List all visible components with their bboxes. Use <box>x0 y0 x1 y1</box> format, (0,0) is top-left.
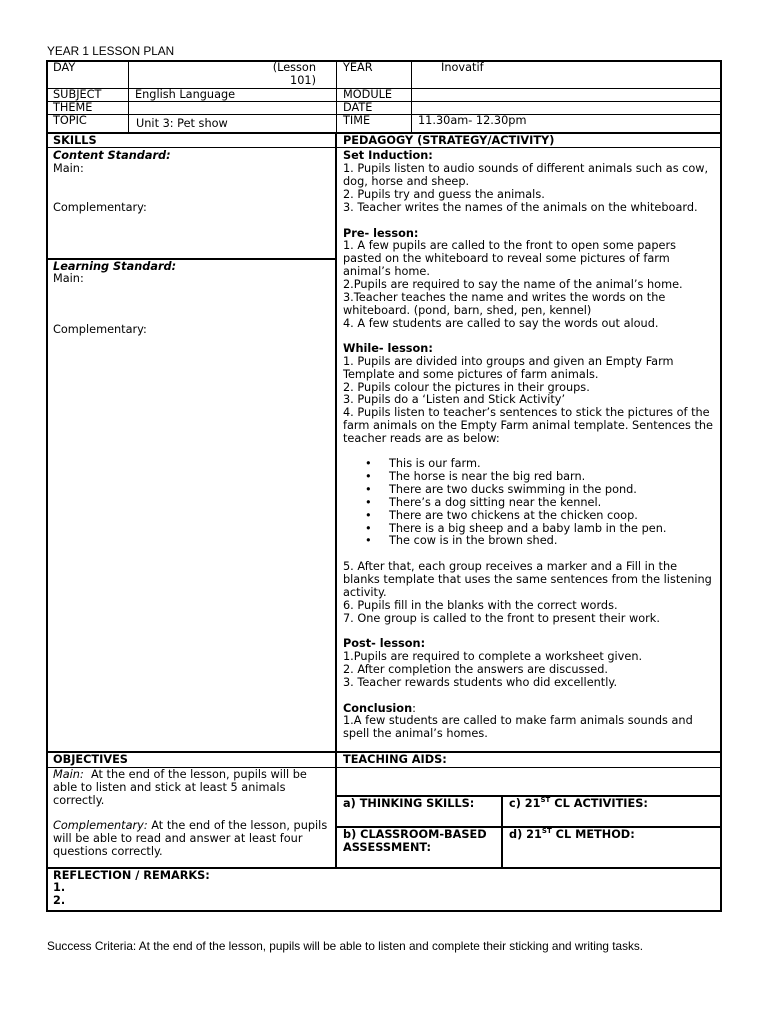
pre-lesson-line: 3.Teacher teaches the name and writes the words on the whiteboard. (pond, barn, shed, pen, kennel) <box>343 291 666 317</box>
objectives-comp-label: Complementary: <box>53 819 148 832</box>
conclusion-line: 1.A few students are called to make farm animals sounds and spell the animal’s homes. <box>343 714 693 741</box>
while-lesson-line: 6. Pupils fill in the blanks with the correct words. <box>343 599 618 613</box>
classroom-assessment-label: b) CLASSROOM-BASED ASSESSMENT: <box>343 828 487 854</box>
learning-standard-label: Learning Standard: <box>53 260 177 273</box>
objectives-main-text: At the end of the lesson, pupils will be able to listen and stick at least 5 animals correctly. <box>53 768 307 807</box>
subject-value: English Language <box>135 88 236 101</box>
pre-lesson-line: 2.Pupils are required to say the name of the animal’s home. <box>343 278 683 292</box>
list-item: • There are two chickens at the chicken coop. <box>343 510 715 523</box>
objectives-main <box>53 769 331 808</box>
conclusion-title: Conclusion <box>343 701 413 715</box>
objectives-complementary <box>53 820 331 859</box>
objectives-main-label: Main: <box>53 768 84 781</box>
reflection-heading: REFLECTION / REMARKS: <box>53 869 210 882</box>
list-item: • The cow is in the brown shed. <box>343 535 715 548</box>
set-induction-title: Set Induction: <box>343 149 433 162</box>
learning-standard-main: Main: <box>53 272 84 285</box>
while-lesson-line: 5. After that, each group receives a marker and a Fill in the blanks template that uses the same sentences from the listening activity. <box>343 560 712 600</box>
pedagogy-heading: PEDAGOGY (STRATEGY/ACTIVITY) <box>343 134 555 147</box>
content-standard-main: Main: <box>53 162 84 175</box>
learning-standard-complementary: Complementary: <box>53 323 147 336</box>
pedagogy-body <box>343 150 715 741</box>
post-lesson-line: 2. After completion the answers are discussed. <box>343 662 609 676</box>
thinking-skills-label: a) THINKING SKILLS: <box>343 797 475 810</box>
cl-activities-label: c) 21ST CL ACTIVITIES: <box>509 796 648 810</box>
day-label: DAY <box>53 61 76 74</box>
list-item: • There are two ducks swimming in the pond. <box>343 484 715 497</box>
subject-label: SUBJECT <box>53 88 102 101</box>
while-lesson-line: 2. Pupils colour the pictures in their groups. <box>343 380 590 394</box>
date-label: DATE <box>343 101 373 114</box>
pre-lesson-line: 4. A few students are called to say the words out aloud. <box>343 316 659 330</box>
pre-lesson-line: 1. A few pupils are called to the front to open some papers pasted on the whiteboard to reveal some pictures of farm animal’s home. <box>343 239 677 279</box>
while-lesson-line: 7. One group is called to the front to present their work. <box>343 612 660 625</box>
reflection-item: 2. <box>53 894 66 907</box>
time-label: TIME <box>343 114 371 127</box>
day-value: (Lesson 101) <box>272 61 316 87</box>
list-item: • There’s a dog sitting near the kennel. <box>343 497 715 510</box>
year-value: Inovatif <box>441 61 484 74</box>
while-lesson-line: 3. Pupils do a ‘Listen and Stick Activity’ <box>343 393 566 407</box>
set-induction-line: 1. Pupils listen to audio sounds of different animals such as cow, dog, horse and sheep. <box>343 161 709 188</box>
teaching-aids-heading: TEACHING AIDS: <box>343 753 447 766</box>
theme-label: THEME <box>53 101 93 114</box>
content-standard-label: Content Standard: <box>53 149 171 162</box>
list-item: • This is our farm. <box>343 458 715 471</box>
success-criteria-label: Success Criteria: <box>47 939 137 953</box>
reflection-item: 1. <box>53 881 66 894</box>
document-title: YEAR 1 LESSON PLAN <box>47 44 175 58</box>
cl-method-label: d) 21ST CL METHOD: <box>509 827 635 841</box>
success-criteria <box>47 940 737 953</box>
topic-label: TOPIC <box>53 114 87 127</box>
while-lesson-line: 1. Pupils are divided into groups and given an Empty Farm Template and some pictures of farm animals. <box>343 354 674 381</box>
topic-value: Unit 3: Pet show <box>136 117 228 130</box>
list-item: • The horse is near the big red barn. <box>343 471 715 484</box>
while-lesson-title: While- lesson: <box>343 341 433 355</box>
while-lesson-line: 4. Pupils listen to teacher’s sentences to stick the pictures of the farm animals on the Empty Farm animal template. Sentences the teacher reads are as below: <box>343 406 713 446</box>
sentence-list <box>343 458 715 548</box>
pre-lesson-title: Pre- lesson: <box>343 226 419 240</box>
post-lesson-line: 1.Pupils are required to complete a worksheet given. <box>343 649 643 663</box>
content-standard-complementary: Complementary: <box>53 201 147 214</box>
post-lesson-line: 3. Teacher rewards students who did excellently. <box>343 675 618 689</box>
set-induction-line: 3. Teacher writes the names of the animals on the whiteboard. <box>343 200 698 214</box>
conclusion-colon: : <box>412 701 416 715</box>
success-criteria-text: At the end of the lesson, pupils will be able to listen and complete their sticking and writing tasks. <box>136 939 644 953</box>
objectives-heading: OBJECTIVES <box>53 753 128 766</box>
post-lesson-title: Post- lesson: <box>343 636 426 650</box>
module-label: MODULE <box>343 88 393 101</box>
list-item: • There is a big sheep and a baby lamb in the pen. <box>343 523 715 536</box>
objectives-comp-text: At the end of the lesson, pupils will be able to read and answer at least four questions correctly. <box>53 819 328 858</box>
skills-heading: SKILLS <box>53 134 97 147</box>
year-label: YEAR <box>343 61 373 74</box>
time-value: 11.30am- 12.30pm <box>418 114 527 127</box>
set-induction-line: 2. Pupils try and guess the animals. <box>343 187 545 201</box>
